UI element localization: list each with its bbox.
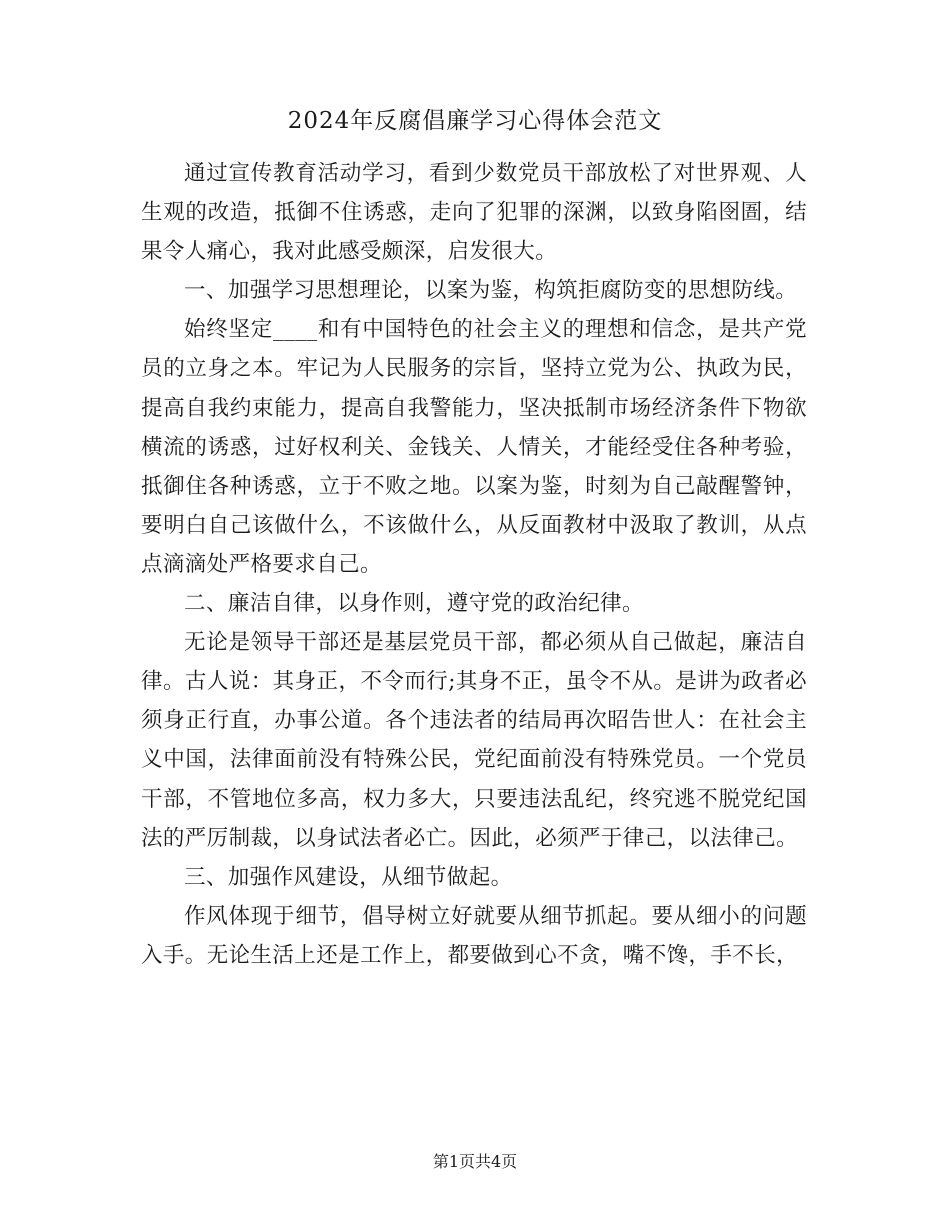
paragraph-section-3: 作风体现于细节，倡导树立好就要从细节抓起。要从细小的问题入手。无论生活上还是工作上，都要做到心不贪，嘴不馋，手不长， (141, 903, 807, 968)
section-heading-2: 二、廉洁自律，以身作则，遵守党的政治纪律。 (184, 591, 644, 617)
paragraph-intro: 通过宣传教育活动学习，看到少数党员干部放松了对世界观、人生观的改造，抵御不住诱惑，走向了犯罪的深渊，以致身陷囹圄，结果令人痛心，我对此感受颇深，启发很大。 (141, 161, 807, 265)
section-heading-3: 三、加强作风建设，从细节做起。 (184, 864, 513, 890)
document-title: 2024年反腐倡廉学习心得体会范文 (287, 108, 663, 134)
paragraph-section-1: 始终坚定____和有中国特色的社会主义的理想和信念，是共产党员的立身之本。牢记为人民服务的宗旨，坚持立党为公、执政为民，提高自我约束能力，提高自我警能力，坚决抵制市场经济条件下物欲横流的诱惑，过好权利关、金钱关、人情关，才能经受住各种考验，抵御住各种诱惑，立于不败之地。以案为鉴，时刻为自己敲醒警钟，要明白自己该做什么，不该做什么，从反面教材中汲取了教训，从点点滴滴处严格要求自己。 (141, 317, 807, 577)
section-heading-1: 一、加强学习思想理论，以案为鉴，构筑拒腐防变的思想防线。 (184, 278, 798, 304)
page-number: 第1页共4页 (432, 1152, 518, 1171)
paragraph-section-2: 无论是领导干部还是基层党员干部，都必须从自己做起，廉洁自律。古人说：其身正，不令而行;其身不正，虽令不从。是讲为政者必须身正行直，办事公道。各个违法者的结局再次昭告世人：在社会主义中国，法律面前没有特殊公民，党纪面前没有特殊党员。一个党员干部，不管地位多高，权力多大，只要违法乱纪，终究逃不脱党纪国法的严厉制裁，以身试法者必亡。因此，必须严于律己，以法律己。 (141, 630, 807, 851)
document-body (141, 154, 807, 975)
